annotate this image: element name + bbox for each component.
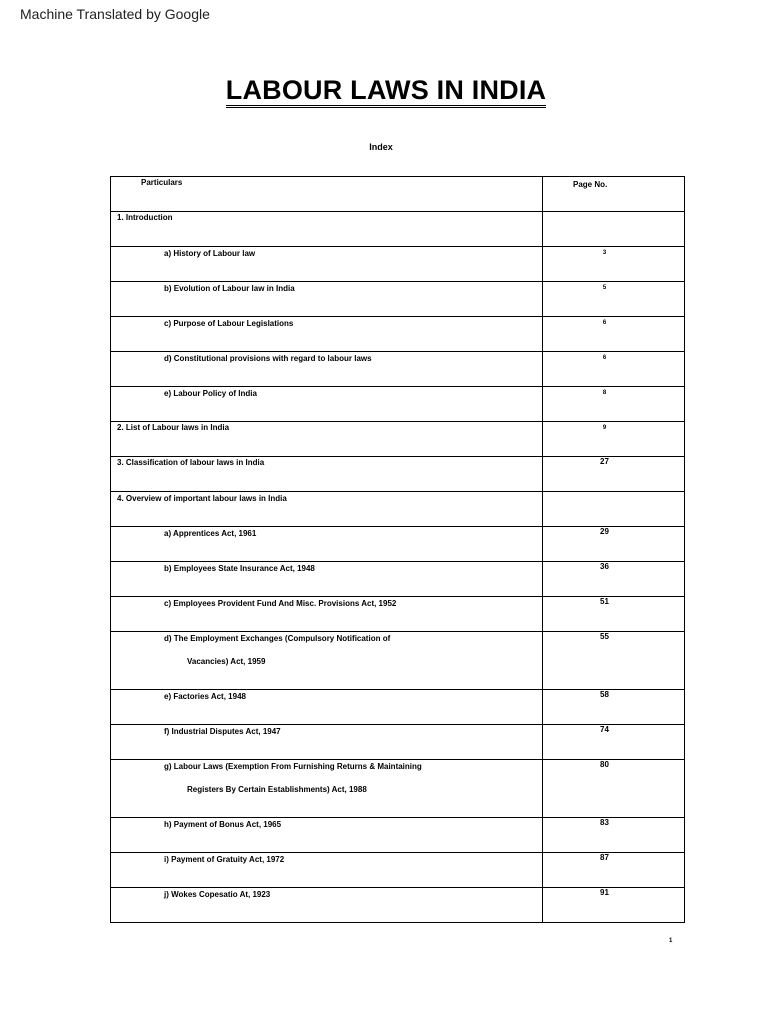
index-page-number: 27 (600, 457, 609, 466)
page-number-cell (543, 888, 685, 923)
index-entry-text: e) Labour Policy of India (164, 389, 257, 398)
particulars-cell (111, 352, 543, 387)
index-entry-text: f) Industrial Disputes Act, 1947 (164, 727, 281, 736)
index-entry-text: b) Evolution of Labour law in India (164, 284, 295, 293)
index-entry-text: g) Labour Laws (Exemption From Furnishing Returns & Maintaining (164, 762, 422, 771)
particulars-cell (111, 760, 543, 818)
index-row (111, 888, 685, 923)
particulars-cell (111, 597, 543, 632)
index-entry-text: j) Wokes Copesatio At, 1923 (164, 890, 271, 899)
index-entry-text: Vacancies) Act, 1959 (187, 657, 266, 666)
particulars-cell (111, 527, 543, 562)
document-title-text: LABOUR LAWS IN INDIA (226, 75, 547, 108)
index-row (111, 632, 685, 690)
page-number-cell (543, 212, 685, 247)
index-page-number: 36 (600, 562, 609, 571)
page-number-cell (543, 247, 685, 282)
page-number-cell (543, 457, 685, 492)
index-entry-text: 1. Introduction (117, 213, 173, 222)
particulars-header: Particulars (141, 178, 183, 187)
index-table (110, 176, 685, 923)
particulars-cell (111, 853, 543, 888)
index-table-body (111, 177, 685, 923)
index-row (111, 387, 685, 422)
particulars-cell (111, 457, 543, 492)
page-number-cell (543, 387, 685, 422)
page-number-cell (543, 725, 685, 760)
index-entry-text: d) Constitutional provisions with regard to labour laws (164, 354, 372, 363)
index-row (111, 492, 685, 527)
index-page-number: 29 (600, 527, 609, 536)
index-row (111, 422, 685, 457)
index-entry-text: a) History of Labour law (164, 249, 256, 258)
index-page-number: 58 (600, 690, 609, 699)
index-row (111, 690, 685, 725)
particulars-cell (111, 492, 543, 527)
particulars-cell (111, 690, 543, 725)
page-number-cell (543, 760, 685, 818)
index-page-number: 80 (600, 760, 609, 769)
document-title (0, 76, 768, 104)
page-no-header-cell (543, 177, 685, 212)
particulars-cell (111, 212, 543, 247)
particulars-cell (111, 422, 543, 457)
particulars-header-cell (111, 177, 543, 212)
page-number-cell (543, 562, 685, 597)
index-page-number: 8 (602, 390, 607, 396)
particulars-cell (111, 888, 543, 923)
page-number-cell (543, 690, 685, 725)
page-number-cell (543, 853, 685, 888)
page-number-cell (543, 422, 685, 457)
page-number-cell (543, 818, 685, 853)
index-page-number: 6 (602, 320, 607, 326)
index-entry-text: h) Payment of Bonus Act, 1965 (164, 820, 282, 829)
index-row (111, 212, 685, 247)
index-entry-text: c) Employees Provident Fund And Misc. Provisions Act, 1952 (164, 599, 397, 608)
index-row (111, 527, 685, 562)
index-entry-text: b) Employees State Insurance Act, 1948 (164, 564, 315, 573)
index-page-number: 87 (600, 853, 609, 862)
page-number-cell (543, 632, 685, 690)
page-no-header: Page No. (573, 180, 608, 189)
page-number-cell (543, 282, 685, 317)
page-number-cell (543, 317, 685, 352)
index-entry-text: c) Purpose of Labour Legislations (164, 319, 294, 328)
index-entry-text: d) The Employment Exchanges (Compulsory Notification of (164, 634, 391, 643)
index-entry-text: 3. Classification of labour laws in India (117, 458, 265, 467)
particulars-cell (111, 282, 543, 317)
index-page-number: 74 (600, 725, 609, 734)
particulars-cell (111, 632, 543, 690)
page-number-cell (543, 352, 685, 387)
particulars-cell (111, 317, 543, 352)
index-row (111, 853, 685, 888)
index-row (111, 562, 685, 597)
particulars-cell (111, 725, 543, 760)
index-row (111, 247, 685, 282)
index-row (111, 760, 685, 818)
index-row (111, 725, 685, 760)
index-entry-text: 4. Overview of important labour laws in India (117, 494, 287, 503)
index-entry-text: 2. List of Labour laws in India (117, 423, 230, 432)
index-page-number: 6 (602, 355, 607, 361)
index-entry-text: i) Payment of Gratuity Act, 1972 (164, 855, 285, 864)
index-page-number: 3 (602, 250, 607, 256)
particulars-cell (111, 387, 543, 422)
index-entry-text: Registers By Certain Establishments) Act, 1988 (187, 785, 367, 794)
index-row (111, 597, 685, 632)
index-page-number: 91 (600, 888, 609, 897)
index-entry-text: e) Factories Act, 1948 (164, 692, 246, 701)
index-row (111, 282, 685, 317)
page-number: 1 (669, 938, 673, 944)
particulars-cell (111, 247, 543, 282)
page-number-cell (543, 492, 685, 527)
index-page-number: 5 (602, 285, 607, 291)
particulars-cell (111, 562, 543, 597)
page-number-cell (543, 527, 685, 562)
index-page-number: 9 (602, 425, 607, 431)
index-entry-text: a) Apprentices Act, 1961 (164, 529, 257, 538)
index-page-number: 55 (600, 632, 609, 641)
index-row (111, 457, 685, 492)
index-header-row (111, 177, 685, 212)
index-page-number: 51 (600, 597, 609, 606)
index-heading: Index (369, 142, 393, 152)
machine-translation-banner: Machine Translated by Google (20, 6, 210, 22)
particulars-cell (111, 818, 543, 853)
page-number-cell (543, 597, 685, 632)
index-row (111, 317, 685, 352)
index-page-number: 83 (600, 818, 609, 827)
index-row (111, 352, 685, 387)
index-row (111, 818, 685, 853)
